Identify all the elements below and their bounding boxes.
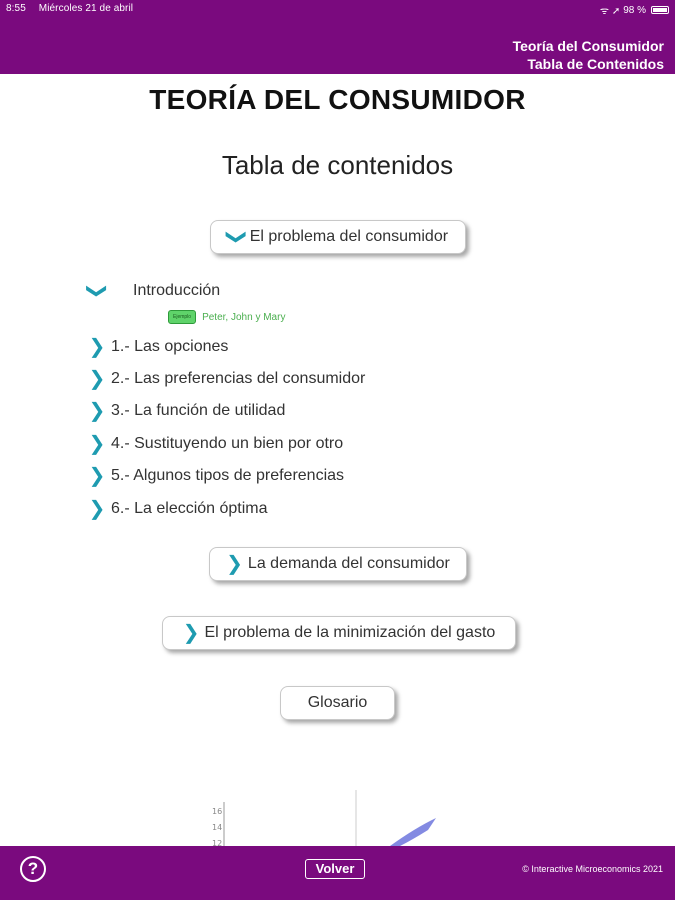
example-label: Peter, John y Mary bbox=[202, 311, 286, 323]
toc-item-intro[interactable] bbox=[88, 281, 220, 301]
toc-item-5[interactable] bbox=[88, 466, 344, 486]
toc-item-label: 3.- La función de utilidad bbox=[111, 402, 286, 419]
toc-item-label: 5.- Algunos tipos de preferencias bbox=[111, 467, 345, 484]
chevron-right-icon: ❯ bbox=[88, 498, 106, 520]
help-icon[interactable]: ? bbox=[20, 856, 46, 882]
toc-item-label: 2.- Las preferencias del consumidor bbox=[111, 370, 366, 387]
toc-item-label: 4.- Sustituyendo un bien por otro bbox=[111, 435, 344, 452]
section-label: El problema del consumidor bbox=[249, 228, 449, 245]
chevron-right-icon: ❯ bbox=[88, 433, 106, 455]
back-button[interactable]: Volver bbox=[305, 859, 365, 879]
section-label: El problema de la minimización del gasto bbox=[204, 624, 496, 641]
example-tag: Ejemplo bbox=[168, 310, 196, 324]
tick-label: 16 bbox=[212, 807, 223, 816]
section-button-consumer-problem[interactable] bbox=[210, 220, 466, 254]
battery-icon bbox=[651, 6, 669, 14]
chevron-right-icon: ❯ bbox=[88, 336, 106, 358]
toc-item-4[interactable] bbox=[88, 434, 343, 454]
toc-item-3[interactable] bbox=[88, 401, 285, 421]
header-title-line1: Teoría del Consumidor bbox=[512, 38, 664, 54]
page-title: TEORÍA DEL CONSUMIDOR bbox=[149, 84, 526, 115]
chevron-right-icon: ❯ bbox=[226, 553, 243, 575]
example-link[interactable] bbox=[168, 310, 285, 324]
chevron-down-icon: ❯ bbox=[225, 228, 248, 246]
section-button-expenditure-minimization[interactable] bbox=[162, 616, 516, 650]
toc-item-label: 6.- La elección óptima bbox=[111, 500, 268, 517]
decorative-graph bbox=[190, 790, 470, 846]
status-time: 8:55 bbox=[6, 3, 26, 14]
bottom-bar bbox=[0, 846, 675, 900]
chevron-down-icon: ❯ bbox=[86, 282, 108, 300]
header-title bbox=[513, 37, 664, 73]
toc-item-2[interactable] bbox=[88, 369, 365, 389]
battery-level: 98 % bbox=[623, 4, 646, 16]
chevron-right-icon: ❯ bbox=[182, 622, 200, 644]
glossary-button[interactable] bbox=[280, 686, 395, 720]
toc-item-label: Introducción bbox=[133, 282, 221, 299]
top-bar bbox=[0, 0, 675, 74]
header-title-line2: Tabla de Contenidos bbox=[527, 56, 664, 72]
toc-item-1[interactable] bbox=[88, 337, 228, 357]
section-button-consumer-demand[interactable] bbox=[209, 547, 467, 581]
tick-label: 14 bbox=[212, 823, 223, 832]
chevron-right-icon: ❯ bbox=[88, 465, 106, 487]
page-subtitle: Tabla de contenidos bbox=[221, 150, 454, 180]
chevron-right-icon: ❯ bbox=[88, 400, 106, 422]
decorative-curve bbox=[390, 818, 436, 846]
toc-item-label: 1.- Las opciones bbox=[111, 338, 229, 355]
tick-label: 12 bbox=[212, 839, 223, 846]
chevron-right-icon: ❯ bbox=[88, 368, 106, 390]
section-label: La demanda del consumidor bbox=[247, 555, 450, 572]
section-label: Glosario bbox=[307, 694, 368, 711]
status-bar-left bbox=[6, 3, 133, 14]
status-bar-right bbox=[600, 3, 669, 17]
wifi-icon: ᯤ ➚ bbox=[599, 6, 621, 17]
copyright: © Interactive Microeconomics 2021 bbox=[522, 864, 663, 874]
status-date: Miércoles 21 de abril bbox=[38, 3, 134, 14]
toc-item-6[interactable] bbox=[88, 499, 268, 519]
